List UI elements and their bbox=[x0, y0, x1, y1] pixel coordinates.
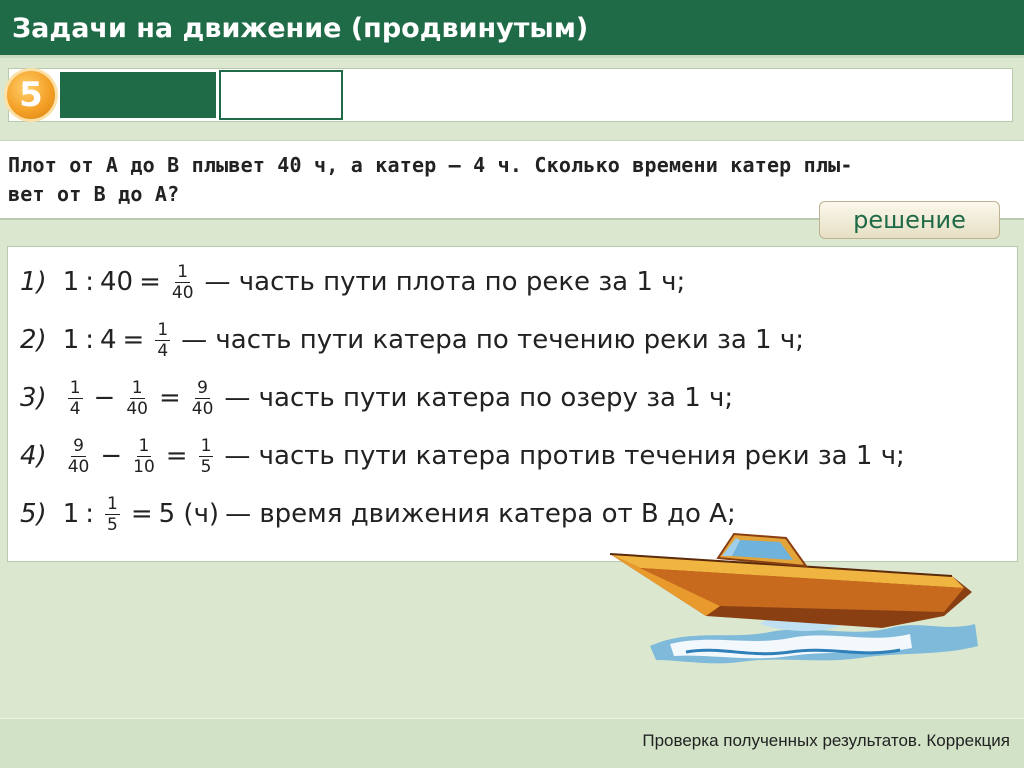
operator: : bbox=[85, 267, 94, 297]
fraction-numerator: 1 bbox=[131, 377, 143, 398]
operator: − bbox=[100, 441, 123, 471]
operator: : bbox=[85, 325, 94, 355]
equals-sign: = bbox=[158, 383, 181, 413]
fraction-denominator: 5 bbox=[200, 456, 212, 477]
equals-sign: = bbox=[130, 499, 153, 529]
fraction-denominator: 5 bbox=[107, 514, 118, 535]
operand-fraction bbox=[68, 378, 83, 419]
equals-sign: = bbox=[165, 441, 188, 471]
fraction-denominator: 40 bbox=[126, 398, 148, 419]
solution-step-4 bbox=[20, 430, 905, 482]
step-description: — часть пути катера по озеру за 1 ч; bbox=[224, 383, 734, 413]
fraction-numerator: 1 bbox=[177, 261, 189, 282]
operand-fraction bbox=[105, 494, 120, 535]
operand-fraction bbox=[68, 436, 90, 477]
result-fraction bbox=[199, 436, 214, 477]
problem-line-2: вет от В до А? bbox=[8, 182, 180, 206]
result-fraction bbox=[172, 262, 194, 303]
result-value: 5 (ч) bbox=[158, 499, 220, 529]
fraction-numerator: 1 bbox=[157, 319, 169, 340]
step-description: — время движения катера от В до А; bbox=[225, 499, 736, 529]
step-description: — часть пути плота по реке за 1 ч; bbox=[204, 267, 686, 297]
operand: 1 bbox=[62, 499, 80, 529]
fraction-denominator: 4 bbox=[157, 340, 169, 361]
step-number: 4) bbox=[20, 441, 47, 471]
progress-segment-empty bbox=[219, 70, 343, 120]
operand: 4 bbox=[100, 325, 117, 355]
step-number: 1) bbox=[20, 267, 47, 297]
footer-text: Проверка полученных результатов. Коррекция bbox=[642, 731, 1010, 750]
operand: 1 bbox=[62, 267, 80, 297]
boat-illustration bbox=[600, 528, 1000, 678]
result-fraction bbox=[192, 378, 214, 419]
step-number: 2) bbox=[20, 325, 47, 355]
fraction-denominator: 10 bbox=[133, 456, 155, 477]
fraction-numerator: 1 bbox=[107, 493, 118, 514]
footer-bar bbox=[0, 718, 1024, 768]
equals-sign: = bbox=[122, 325, 145, 355]
fraction-denominator: 40 bbox=[171, 282, 194, 303]
solution-step-3 bbox=[20, 372, 733, 424]
result-fraction bbox=[155, 320, 170, 361]
fraction-numerator: 1 bbox=[69, 377, 81, 398]
progress-segment-filled bbox=[60, 72, 216, 118]
operator: − bbox=[93, 383, 116, 413]
operand-fraction bbox=[126, 378, 148, 419]
fraction-denominator: 4 bbox=[69, 398, 81, 419]
solution-button[interactable]: решение bbox=[819, 201, 1000, 239]
fraction-denominator: 40 bbox=[191, 398, 214, 419]
step-number: 3) bbox=[20, 383, 47, 413]
problem-line-1: Плот от А до В плывет 40 ч, а катер — 4 ч. Сколько времени катер плы- bbox=[8, 153, 853, 177]
fraction-numerator: 1 bbox=[200, 435, 212, 456]
operand: 1 bbox=[62, 325, 80, 355]
slide-title: Задачи на движение (продвинутым) bbox=[0, 0, 1024, 58]
solution-step-1 bbox=[20, 256, 685, 308]
operand: 40 bbox=[100, 267, 134, 297]
operand-fraction bbox=[133, 436, 155, 477]
step-description: — часть пути катера по течению реки за 1 ч; bbox=[181, 325, 804, 355]
step-description: — часть пути катера против течения реки за 1 ч; bbox=[224, 441, 905, 471]
operator: : bbox=[85, 499, 94, 529]
fraction-numerator: 9 bbox=[73, 435, 84, 456]
fraction-numerator: 9 bbox=[197, 377, 208, 398]
fraction-denominator: 40 bbox=[67, 456, 90, 477]
step-number: 5) bbox=[20, 499, 47, 529]
solution-step-2 bbox=[20, 314, 804, 366]
fraction-numerator: 1 bbox=[138, 435, 150, 456]
step-number-badge: 5 bbox=[4, 68, 58, 122]
equals-sign: = bbox=[139, 267, 161, 297]
